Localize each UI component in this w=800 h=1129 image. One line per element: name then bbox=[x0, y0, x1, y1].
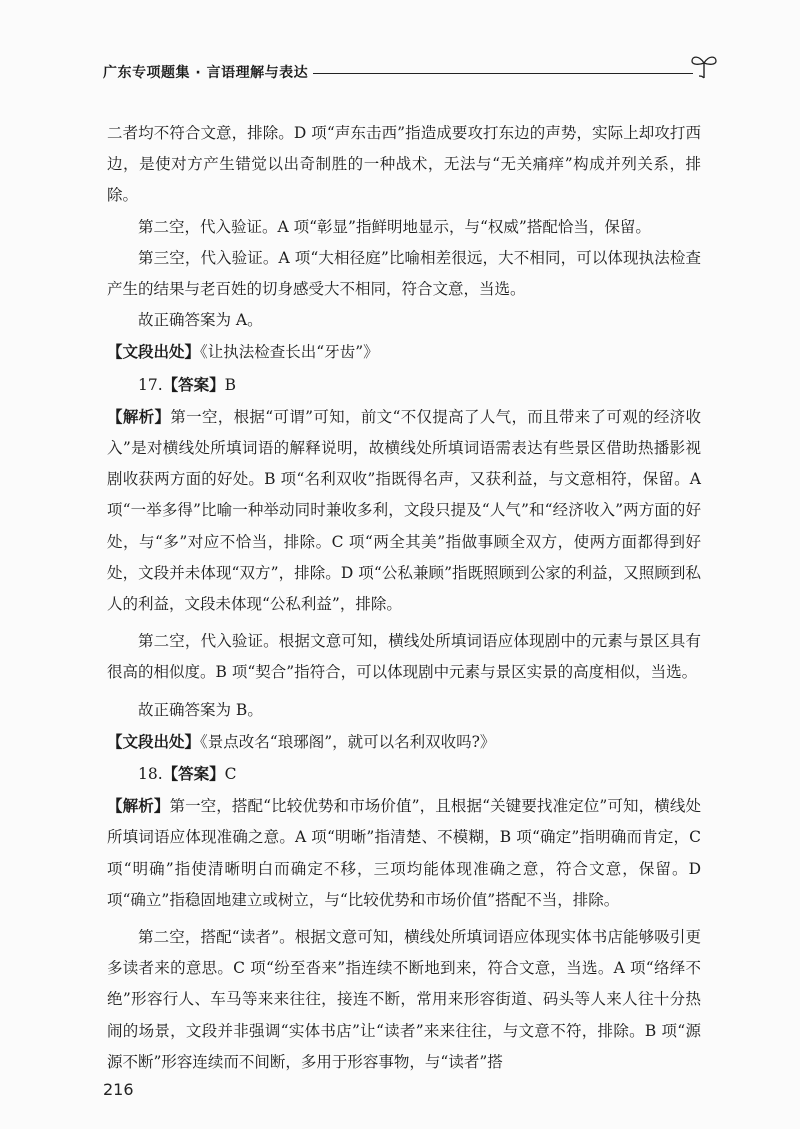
paragraph: 第二空，搭配“读者”。根据文意可知，横线处所填词语应体现实体书店能够吸引更多读者来的意思。C 项“纷至沓来”指连续不断地到来，符合文意，当选。A 项“络绎不绝”形容行人、车马等来来往往，接连不断，常用来形容街道、码头等人来人往十分热闹的场景，文段并非强调“实体书店”让“读者”来来往往，与文意不符，排除。B 项“源源不断”形容连续而不间断，多用于形容事物，与“读者”搭 bbox=[107, 928, 701, 1071]
sprout-icon bbox=[689, 52, 719, 80]
answer-line: 故正确答案为 A。 bbox=[138, 311, 263, 330]
analysis-text: 第一空，根据“可谓”可知，前文“不仅提高了人气，而且带来了可观的经济收入”是对横线处所填词语的解释说明，故横线处所填词语需表达有些景区借助热播影视剧收获两方面的好处。B 项“名利双收”指既得名声，又获利益，与文意相符，保留。A 项“一举多得”比喻一种举动同时兼收多利，文段只提及“人气”和“经济收入”两方面的好处，与“多”对应不恰当，排除。C 项“两全其美”指做事顾全双方，使两方面都得到好处，文段并未体现“双方”，排除。D 项“公私兼顾”指既照顾到公家的利益，又照顾到私人的利益，文段未体现“公私利益”，排除。 bbox=[107, 407, 701, 614]
answer-line: 故正确答案为 B。 bbox=[138, 700, 263, 719]
analysis-paragraph bbox=[107, 790, 701, 916]
analysis-paragraph bbox=[107, 401, 701, 620]
answer-label: 【答案】 bbox=[162, 374, 225, 394]
header-title: 广东专项题集 · 言语理解与表达 bbox=[103, 65, 309, 81]
paragraph: 第三空，代入验证。A 项“大相径庭”比喻相差很远，大不相同，可以体现执法检查产生的结果与老百姓的切身感受大不相同，符合文意，当选。 bbox=[107, 248, 701, 299]
paragraph: 第二空，代入验证。根据文意可知，横线处所填词语应体现剧中的元素与景区具有很高的相似度。B 项“契合”指符合，可以体现剧中元素与景区实景的高度相似，当选。 bbox=[107, 632, 701, 682]
question-number: 17. bbox=[138, 375, 163, 394]
answer-heading bbox=[107, 758, 701, 790]
answer-heading bbox=[107, 369, 701, 401]
analysis-label: 【解析】 bbox=[107, 796, 170, 816]
question-number: 18. bbox=[138, 765, 163, 784]
page-number: 216 bbox=[103, 1080, 134, 1099]
running-header bbox=[103, 60, 723, 86]
source-title: 《让执法检查长出“牙齿”》 bbox=[200, 343, 379, 362]
paragraph: 二者均不符合文意，排除。D 项“声东击西”指造成要攻打东边的声势，实际上却攻打西边，是使对方产生错觉以出奇制胜的一种战术，无法与“无关痛痒”构成并列关系，排除。 bbox=[107, 124, 701, 205]
source-line bbox=[107, 336, 701, 368]
answer-label: 【答案】 bbox=[162, 764, 225, 784]
answer-value: C bbox=[224, 765, 237, 784]
source-label: 【文段出处】 bbox=[107, 342, 201, 362]
header-rule bbox=[313, 73, 693, 74]
paragraph: 第二空，代入验证。A 项“彰显”指鲜明地显示，与“权威”搭配恰当，保留。 bbox=[138, 217, 651, 236]
source-line bbox=[107, 726, 701, 758]
answer-value: B bbox=[224, 375, 237, 394]
analysis-text: 第一空，搭配“比较优势和市场价值”，且根据“关键要找准定位”可知，横线处所填词语应体现准确之意。A 项“明晰”指清楚、不模糊，B 项“确定”指明确而肯定，C 项“明确”指使清晰明白而确定不移，三项均能体现准确之意，符合文意，保留。D 项“确立”指稳固地建立或树立，与“比较优势和市场价值”搭配不当，排除。 bbox=[107, 797, 701, 909]
source-title: 《景点改名“琅琊阁”，就可以名利双收吗?》 bbox=[200, 732, 496, 751]
analysis-label: 【解析】 bbox=[107, 406, 171, 426]
source-label: 【文段出处】 bbox=[107, 731, 201, 751]
page-body bbox=[107, 118, 701, 1078]
